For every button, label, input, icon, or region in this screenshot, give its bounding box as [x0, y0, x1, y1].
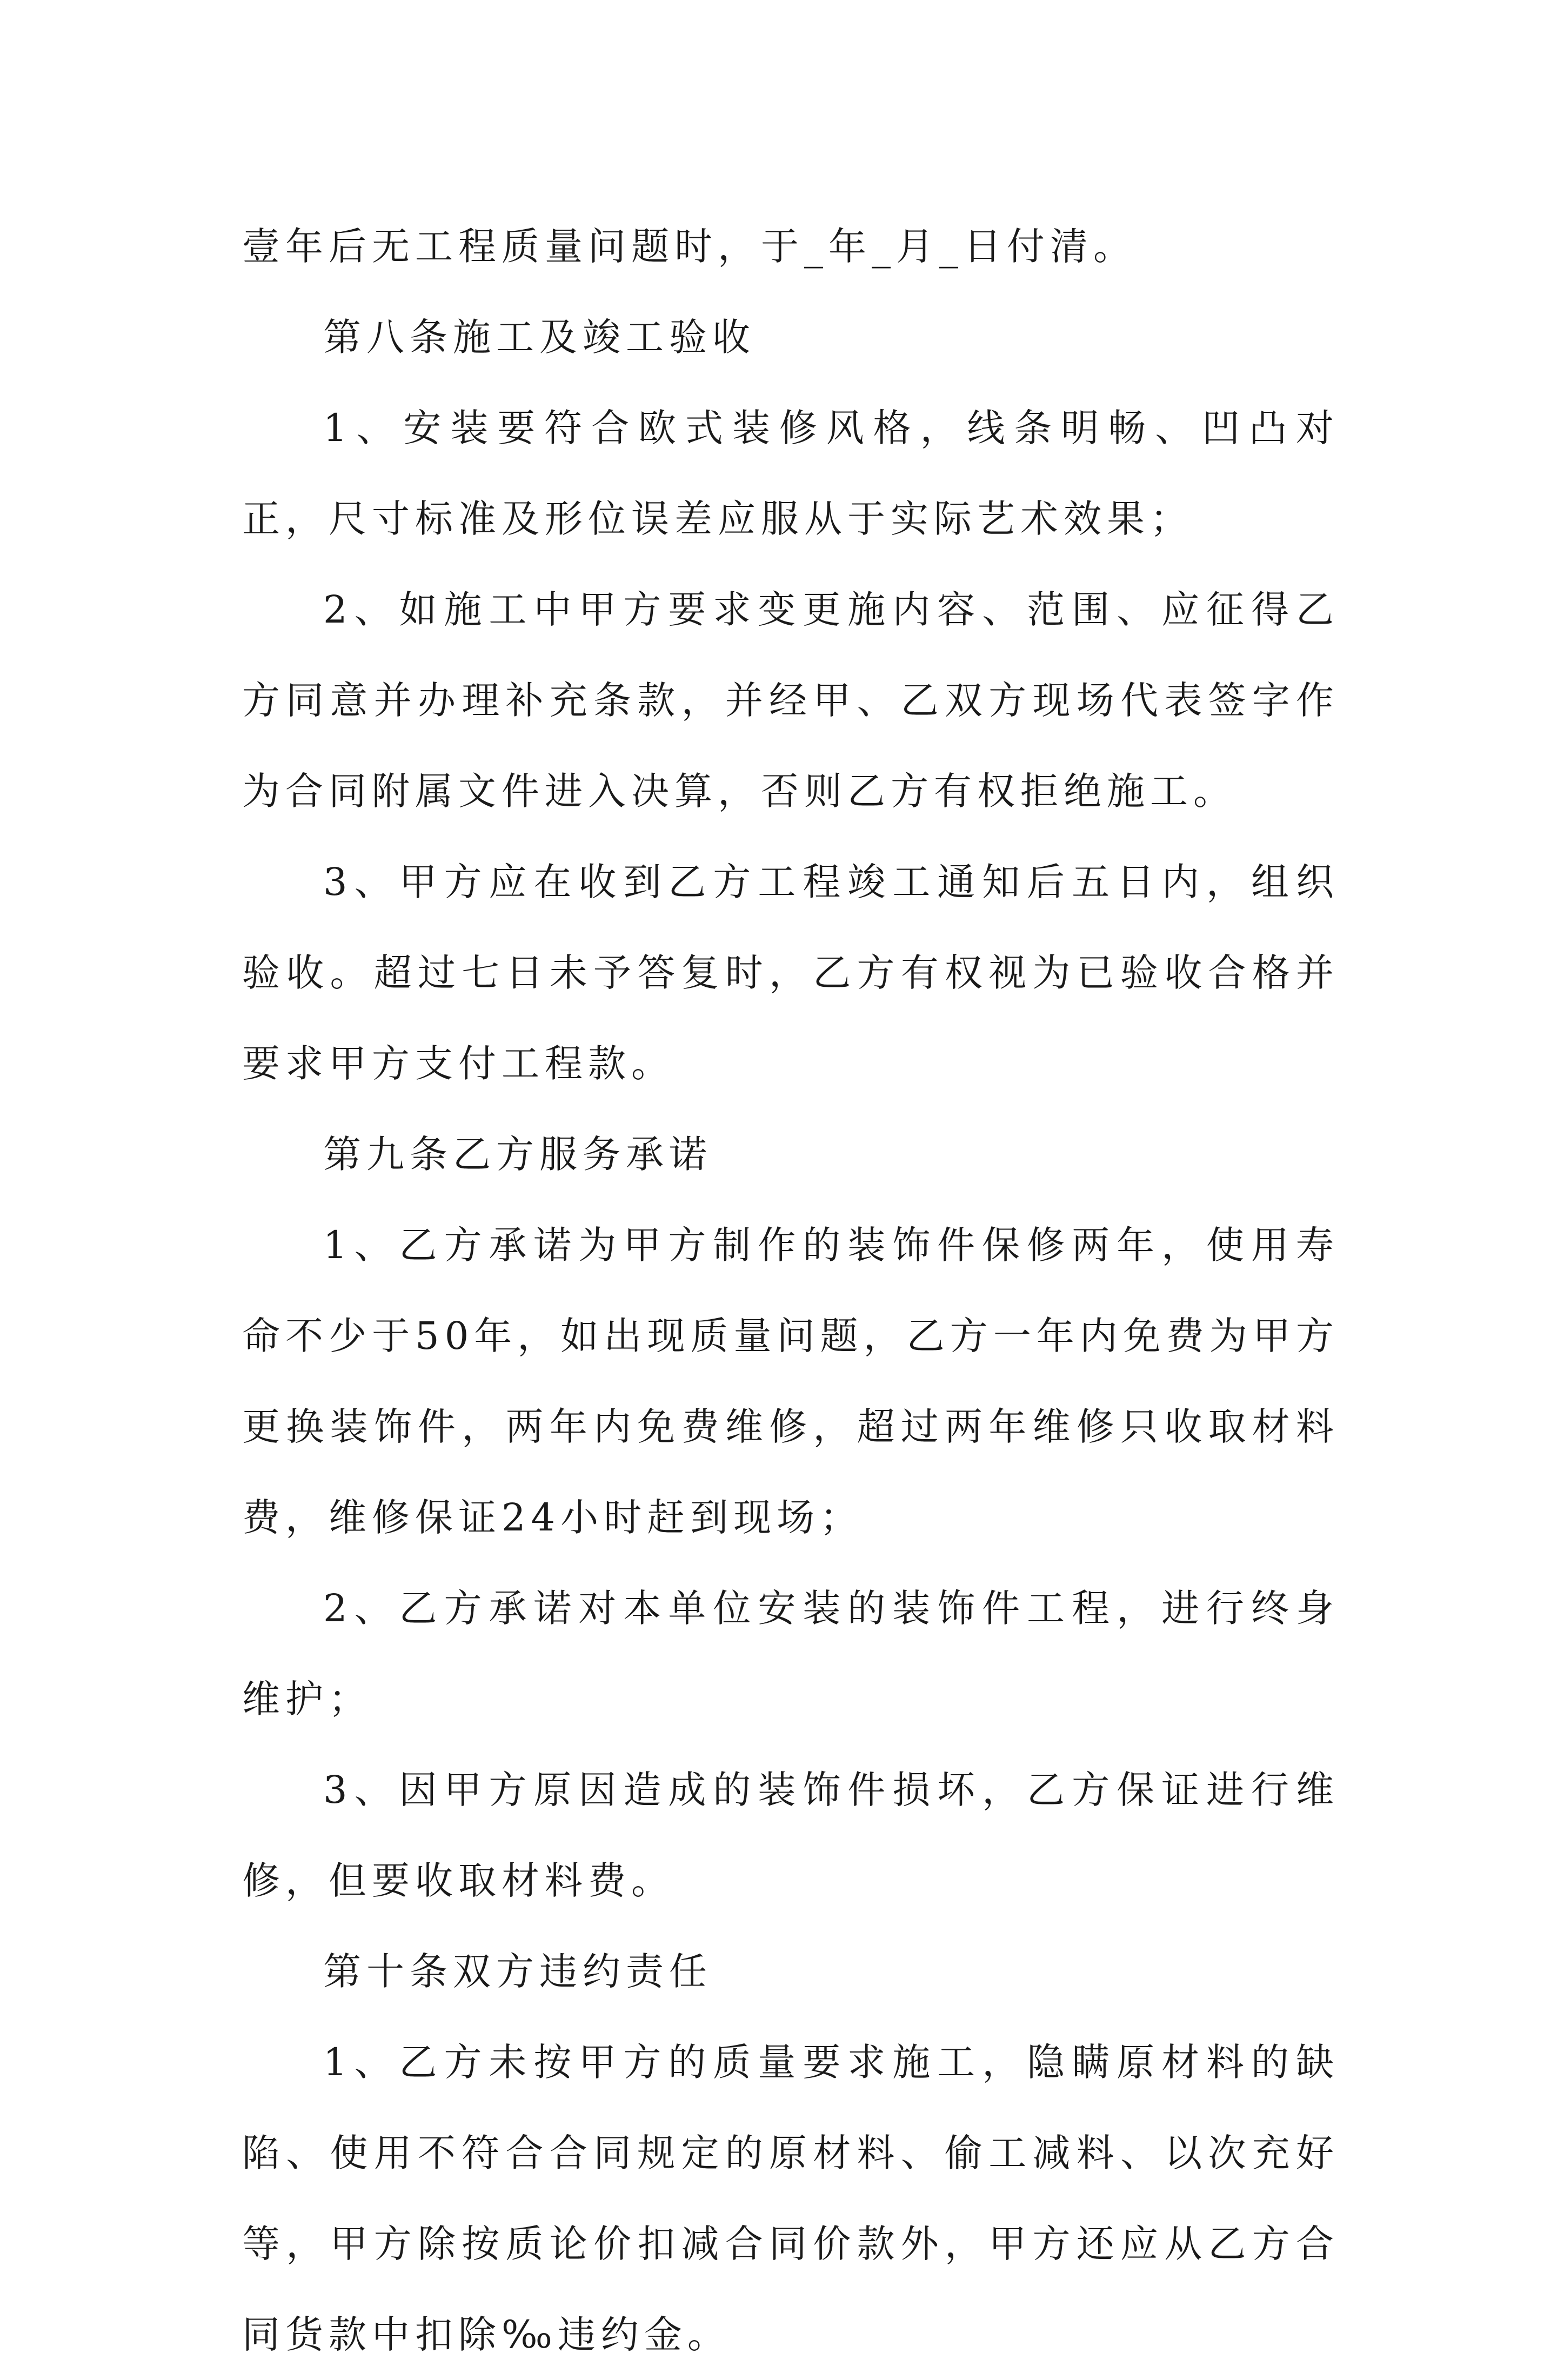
paragraph-article-8-item-1: 1、安装要符合欧式装修风格，线条明畅、凹凸对正，尺寸标准及形位误差应服从于实际艺术效果； — [242, 406, 1339, 541]
heading-article-8: 第八条施工及竣工验收 — [323, 315, 756, 359]
heading-article-10: 第十条双方违约责任 — [323, 1949, 712, 1994]
heading-article-9: 第九条乙方服务承诺 — [323, 1132, 712, 1176]
paragraph-article-9-item-1: 1、乙方承诺为甲方制作的装饰件保修两年，使用寿命不少于50年，如出现质量问题，乙方一年内免费为甲方更换装饰件，两年内免费维修，超过两年维修只收取材料费，维修保证24小时赶到现场； — [242, 1223, 1339, 1540]
paragraph-article-9-item-3: 3、因甲方原因造成的装饰件损坏，乙方保证进行维修，但要收取材料费。 — [242, 1768, 1339, 1903]
paragraph-payment-clause: 壹年后无工程质量问题时，于_年_月_日付清。 — [242, 224, 1137, 269]
paragraph-article-10-item-1: 1、乙方未按甲方的质量要求施工，隐瞒原材料的缺陷、使用不符合合同规定的原材料、偷工减料、以次充好等，甲方除按质论价扣减合同价款外，甲方还应从乙方合同货款中扣除‰违约金。 — [242, 2040, 1339, 2357]
contract-body — [242, 201, 1339, 2380]
paragraph-article-8-item-2: 2、如施工中甲方要求变更施内容、范围、应征得乙方同意并办理补充条款，并经甲、乙双方现场代表签字作为合同附属文件进入决算，否则乙方有权拒绝施工。 — [242, 587, 1339, 813]
paragraph-article-9-item-2: 2、乙方承诺对本单位安装的装饰件工程，进行终身维护； — [242, 1586, 1339, 1721]
paragraph-article-8-item-3: 3、甲方应在收到乙方工程竣工通知后五日内，组织验收。超过七日未予答复时，乙方有权视为已验收合格并要求甲方支付工程款。 — [242, 860, 1339, 1086]
